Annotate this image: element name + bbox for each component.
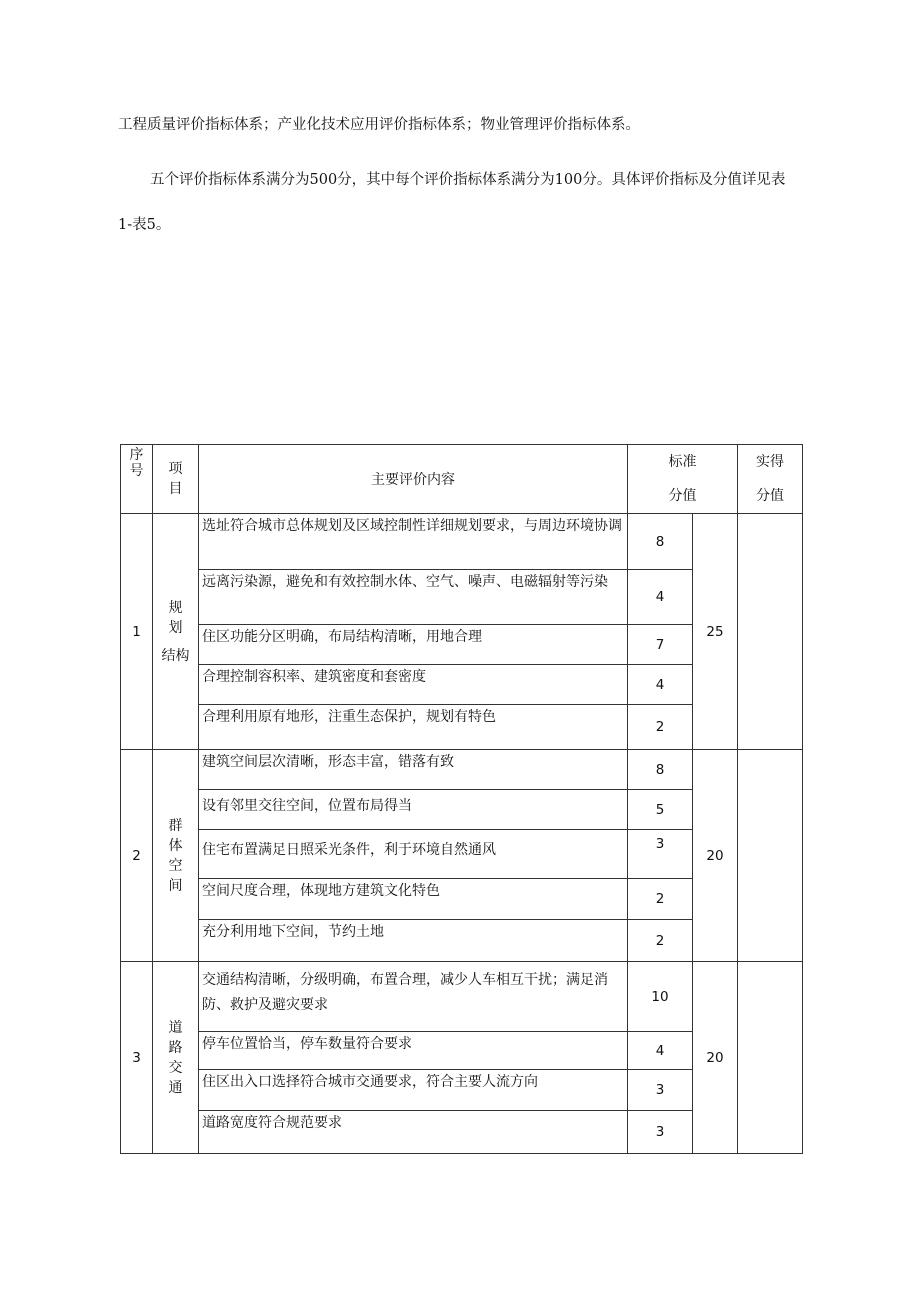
criteria-content: 住宅布置满足日照采光条件，利于环境自然通风 xyxy=(199,830,628,879)
table-row xyxy=(121,514,803,570)
criteria-score: 4 xyxy=(628,1032,693,1070)
header-project-char-2: 目 xyxy=(168,481,183,497)
criteria-content: 合理控制容积率、建筑密度和套密度 xyxy=(199,665,628,705)
criteria-score: 4 xyxy=(628,570,693,625)
criteria-content: 充分利用地下空间，节约土地 xyxy=(199,920,628,962)
criteria-score: 3 xyxy=(628,1070,693,1111)
header-project-char-1: 项 xyxy=(168,461,183,477)
header-standard-score xyxy=(628,445,738,514)
actual-score-cell xyxy=(738,514,803,750)
header-standard-line-2: 分值 xyxy=(668,488,697,504)
header-seq-char-2: 号 xyxy=(129,463,144,479)
header-standard-line-1: 标准 xyxy=(668,454,697,470)
criteria-score: 2 xyxy=(628,879,693,920)
criteria-content: 设有邻里交往空间，位置布局得当 xyxy=(199,790,628,830)
group-seq: 1 xyxy=(121,514,153,750)
criteria-score: 2 xyxy=(628,705,693,750)
project-char: 结构 xyxy=(161,647,190,664)
criteria-content: 建筑空间层次清晰，形态丰富，错落有致 xyxy=(199,750,628,790)
criteria-content: 道路宽度符合规范要求 xyxy=(199,1111,628,1154)
paragraph-line-3: 1-表5。 xyxy=(118,217,171,233)
evaluation-table xyxy=(120,444,803,1154)
criteria-content: 远离污染源，避免和有效控制水体、空气、噪声、电磁辐射等污染 xyxy=(199,570,628,625)
criteria-content: 选址符合城市总体规划及区域控制性详细规划要求，与周边环境协调 xyxy=(199,514,628,570)
project-char: 通 xyxy=(168,1079,183,1096)
criteria-content: 停车位置恰当，停车数量符合要求 xyxy=(199,1032,628,1070)
actual-score-cell xyxy=(738,962,803,1154)
group-project xyxy=(153,962,199,1154)
criteria-score: 2 xyxy=(628,920,693,962)
project-char: 划 xyxy=(168,619,183,636)
criteria-content: 住区功能分区明确，布局结构清晰，用地合理 xyxy=(199,625,628,665)
criteria-content: 交通结构清晰，分级明确，布置合理，减少人车相互干扰；满足消防、救护及避灾要求 xyxy=(199,962,628,1032)
header-actual-score xyxy=(738,445,803,514)
criteria-content: 合理利用原有地形，注重生态保护，规划有特色 xyxy=(199,705,628,750)
project-char: 道 xyxy=(168,1019,183,1036)
group-project xyxy=(153,750,199,962)
paragraph-line-2: 五个评价指标体系满分为500分，其中每个评价指标体系满分为100分。具体评价指标及分值详见表 xyxy=(150,172,786,188)
criteria-score: 8 xyxy=(628,514,693,570)
group-seq: 3 xyxy=(121,962,153,1154)
project-char: 空 xyxy=(168,857,183,874)
header-project xyxy=(153,445,199,514)
header-actual-line-1: 实得 xyxy=(756,454,784,470)
header-content: 主要评价内容 xyxy=(199,445,628,514)
criteria-score: 3 xyxy=(628,830,693,879)
criteria-score: 4 xyxy=(628,665,693,705)
table-row xyxy=(121,962,803,1032)
project-char: 群 xyxy=(168,817,183,834)
criteria-score: 10 xyxy=(628,962,693,1032)
project-char: 规 xyxy=(168,599,183,616)
criteria-score: 5 xyxy=(628,790,693,830)
project-char: 路 xyxy=(168,1039,183,1056)
group-total-score: 25 xyxy=(693,514,738,750)
project-char: 体 xyxy=(168,837,183,854)
group-project xyxy=(153,514,199,750)
criteria-score: 3 xyxy=(628,1111,693,1154)
group-total-score: 20 xyxy=(693,962,738,1154)
table-header-row xyxy=(121,445,803,514)
group-seq: 2 xyxy=(121,750,153,962)
criteria-score: 7 xyxy=(628,625,693,665)
project-char: 间 xyxy=(168,877,183,894)
group-total-score: 20 xyxy=(693,750,738,962)
paragraph-line-1: 工程质量评价指标体系；产业化技术应用评价指标体系；物业管理评价指标体系。 xyxy=(118,117,640,133)
table-row xyxy=(121,750,803,790)
project-char: 交 xyxy=(168,1059,183,1076)
actual-score-cell xyxy=(738,750,803,962)
header-actual-line-2: 分值 xyxy=(756,488,784,504)
header-seq xyxy=(121,445,153,514)
criteria-score: 8 xyxy=(628,750,693,790)
header-seq-char-1: 序 xyxy=(129,447,144,463)
criteria-content: 空间尺度合理，体现地方建筑文化特色 xyxy=(199,879,628,920)
criteria-content: 住区出入口选择符合城市交通要求，符合主要人流方向 xyxy=(199,1070,628,1111)
